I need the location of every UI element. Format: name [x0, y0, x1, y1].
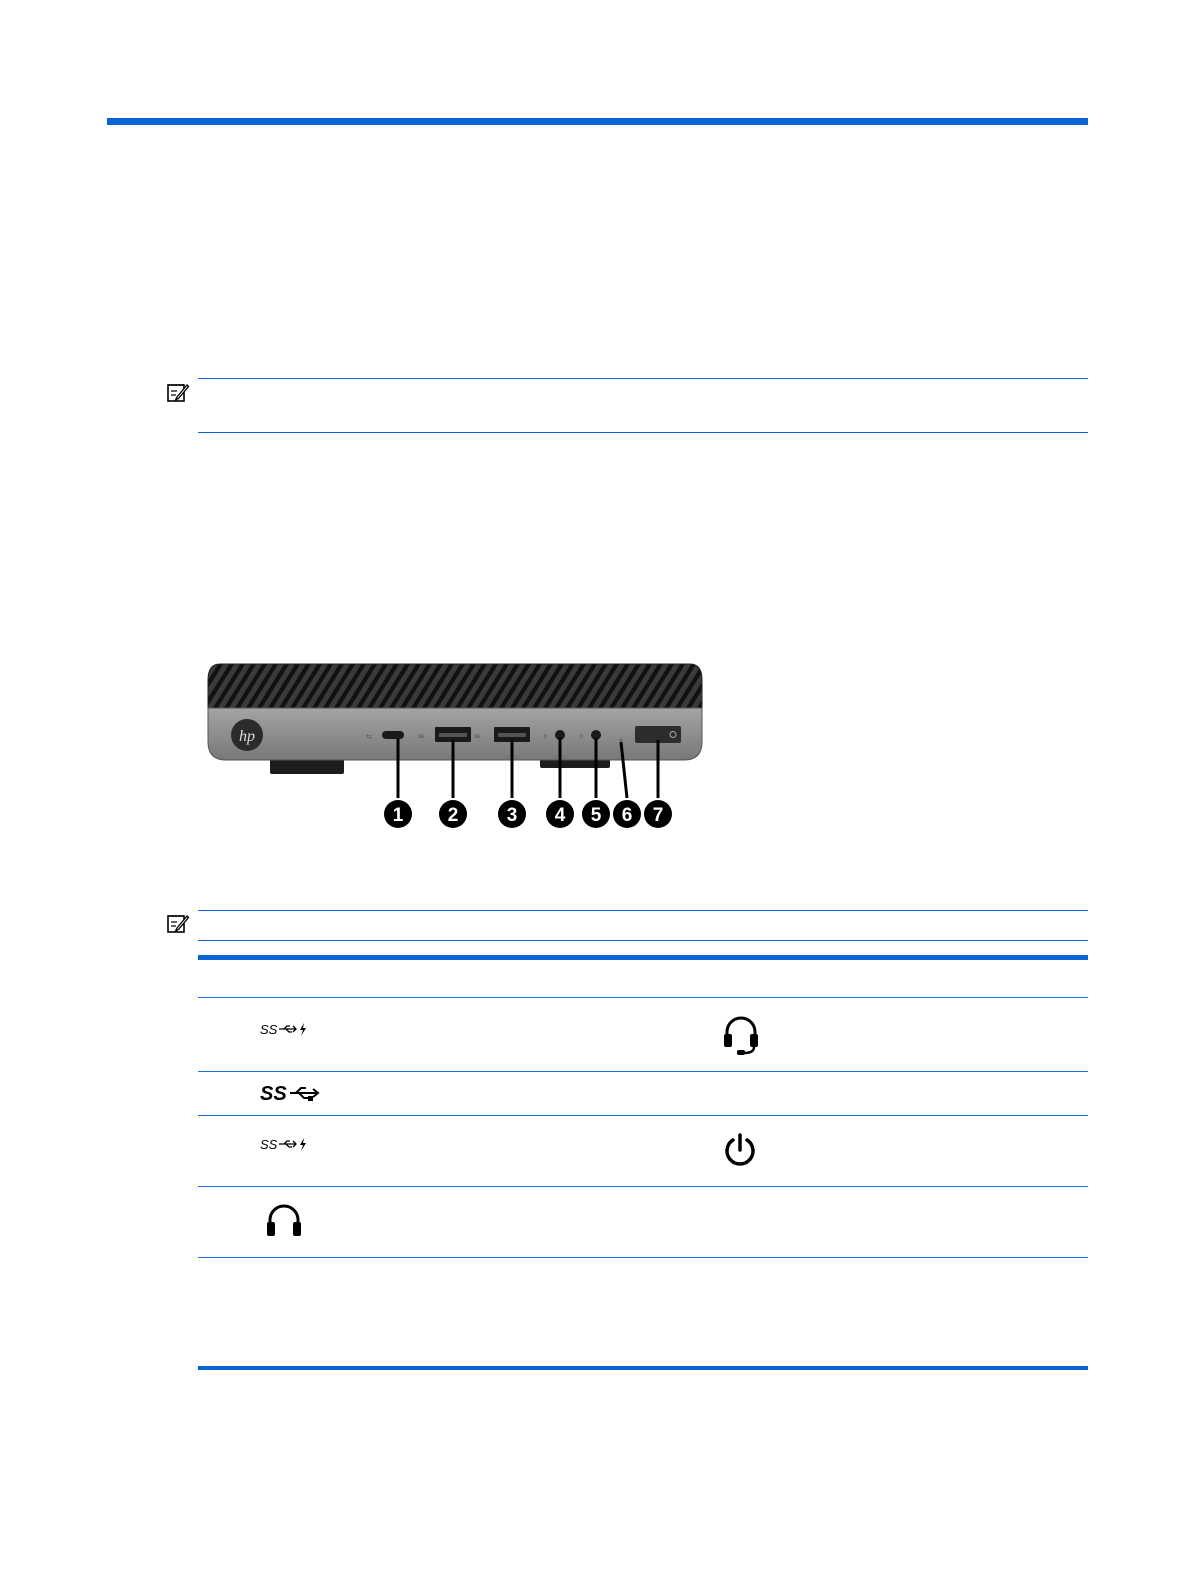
- callout-7: [644, 800, 672, 828]
- callout-3: [498, 800, 526, 828]
- svg-text:SS: SS: [260, 1022, 278, 1037]
- note-top-rule: [198, 378, 1088, 379]
- svg-text:7: 7: [652, 805, 664, 826]
- svg-text:5: 5: [590, 805, 602, 826]
- usb-c-label-icon: ⇆: [366, 734, 372, 741]
- table-row-rule-3: [198, 1186, 1088, 1187]
- svg-text:4: 4: [554, 805, 566, 826]
- headset-icon: [722, 1014, 760, 1056]
- note-2-top-rule: [198, 910, 1088, 911]
- svg-text:1: 1: [392, 805, 404, 826]
- callout-2: [439, 800, 467, 828]
- callout-6: [613, 800, 641, 828]
- note-2-bottom-rule: [198, 940, 1088, 941]
- jack-1-label-icon: ∩: [543, 733, 549, 740]
- jack-2-label-icon: ∩: [579, 733, 585, 740]
- device-vent-band: [208, 664, 702, 708]
- table-bottom-bar: [198, 1366, 1088, 1370]
- callout-1: [384, 800, 412, 828]
- usb-port-1-label: ss: [418, 734, 424, 740]
- chapter-top-bar: [107, 118, 1088, 125]
- note-icon: [166, 382, 190, 404]
- table-header-rule: [198, 997, 1088, 998]
- superspeed-usb-charging-icon: [260, 1020, 310, 1040]
- callout-4: [546, 800, 574, 828]
- drive-light: [620, 739, 623, 742]
- svg-text:6: 6: [621, 805, 633, 826]
- table-row-rule-1: [198, 1071, 1088, 1072]
- headphone-icon: [265, 1203, 303, 1237]
- superspeed-usb-icon: [260, 1080, 324, 1106]
- superspeed-usb-charging-icon-2: [260, 1135, 310, 1155]
- table-row-rule-2: [198, 1115, 1088, 1116]
- svg-text:SS: SS: [260, 1083, 287, 1105]
- usb-c-port: [382, 731, 404, 739]
- table-row-rule-4: [198, 1257, 1088, 1258]
- note-icon-2: [166, 913, 190, 935]
- callout-5: [582, 800, 610, 828]
- svg-text:SS: SS: [260, 1137, 278, 1152]
- note-bottom-rule: [198, 432, 1088, 433]
- svg-text:2: 2: [447, 805, 459, 826]
- svg-text:3: 3: [506, 805, 518, 826]
- table-top-bar: [198, 955, 1088, 960]
- power-icon: [722, 1132, 758, 1168]
- usb-port-2-label: ss: [474, 734, 480, 740]
- hp-logo-text: hp: [239, 728, 255, 745]
- front-panel-illustration: [150, 650, 750, 840]
